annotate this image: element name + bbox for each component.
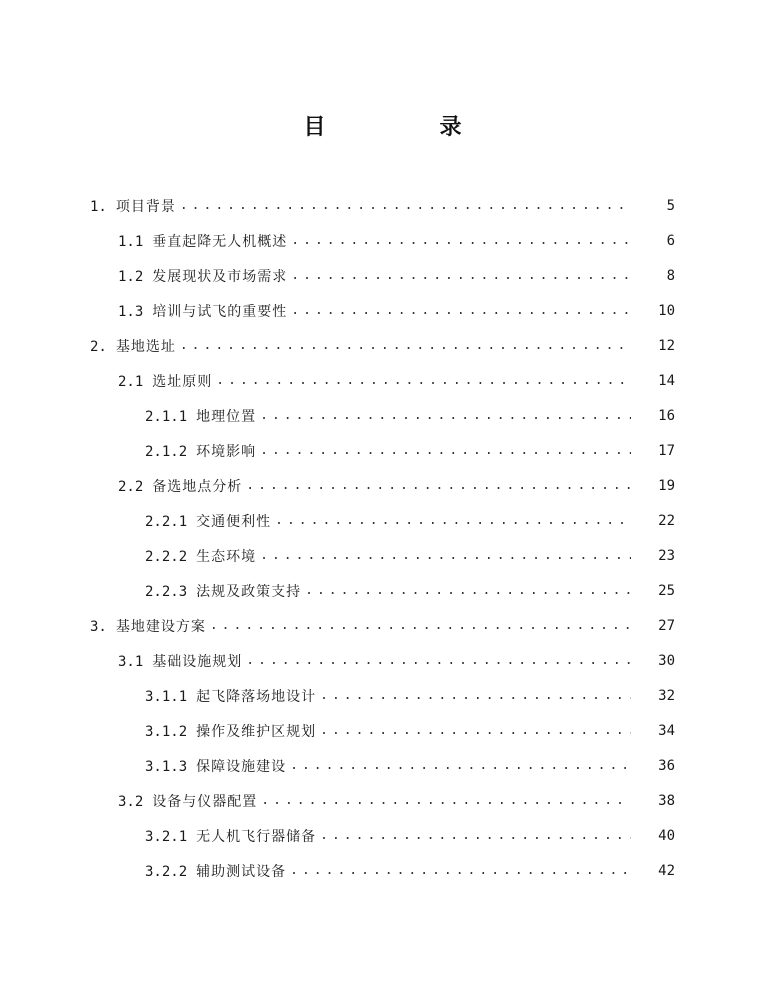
toc-entry-text: 无人机飞行器储备 — [196, 828, 317, 845]
toc-entry-text: 起飞降落场地设计 — [196, 688, 317, 705]
toc-page-number: 17 — [658, 442, 675, 459]
toc-page-number: 38 — [658, 792, 675, 809]
toc-entry[interactable] — [0, 188, 765, 223]
toc-entry[interactable] — [0, 818, 765, 853]
toc-page-number: 8 — [666, 267, 675, 284]
toc-entry-text: 生态环境 — [196, 548, 257, 565]
toc-entry[interactable] — [0, 573, 765, 608]
toc-entry-text: 备选地点分析 — [152, 478, 243, 495]
toc-entry-number: 2.1.2 — [145, 443, 188, 460]
toc-dot-leader — [210, 619, 631, 633]
toc-page-number: 40 — [658, 827, 675, 844]
toc-entry-number: 3.1 — [118, 653, 144, 670]
toc-entry-number: 3.1.1 — [145, 688, 188, 705]
toc-entry-number: 3.2.1 — [145, 828, 188, 845]
toc-entry-text: 操作及维护区规划 — [196, 723, 317, 740]
toc-entry[interactable] — [0, 468, 765, 503]
toc-entry-text: 设备与仪器配置 — [152, 793, 258, 810]
toc-dot-leader — [305, 584, 631, 598]
toc-entry[interactable] — [0, 398, 765, 433]
toc-dot-leader — [290, 759, 631, 773]
toc-entry-label — [90, 336, 180, 356]
toc-entry-label — [118, 371, 216, 391]
toc-page-number: 23 — [658, 547, 675, 564]
toc-entry-label — [145, 441, 260, 461]
toc-entry-number: 1.1 — [118, 233, 144, 250]
toc-entry[interactable] — [0, 853, 765, 888]
toc-page-number: 34 — [658, 722, 675, 739]
toc-entry-label — [90, 196, 180, 216]
toc-entry-label — [145, 406, 260, 426]
toc-entry-label — [118, 476, 246, 496]
toc-dot-leader — [275, 514, 631, 528]
toc-entry[interactable] — [0, 293, 765, 328]
toc-entry-number: 1.2 — [118, 268, 144, 285]
toc-entry-label — [145, 686, 320, 706]
toc-page-number: 5 — [666, 197, 675, 214]
toc-page-number: 27 — [658, 617, 675, 634]
toc-dot-leader — [291, 234, 631, 248]
toc-entry[interactable] — [0, 363, 765, 398]
toc-entry-number: 2. — [90, 338, 107, 355]
toc-entry-number: 1. — [90, 198, 107, 215]
toc-entry[interactable] — [0, 643, 765, 678]
toc-entry-text: 法规及政策支持 — [196, 583, 302, 600]
toc-entry[interactable] — [0, 433, 765, 468]
toc-page-number: 16 — [658, 407, 675, 424]
toc-entry-text: 发展现状及市场需求 — [152, 268, 288, 285]
toc-page-number: 10 — [658, 302, 675, 319]
toc-dot-leader — [261, 794, 631, 808]
toc-entry-text: 基地建设方案 — [115, 618, 206, 635]
toc-entry-number: 2.2.3 — [145, 583, 188, 600]
toc-entry[interactable] — [0, 713, 765, 748]
toc-entry-number: 3.1.2 — [145, 723, 188, 740]
toc-entry-label — [145, 511, 275, 531]
toc-entry-text: 环境影响 — [196, 443, 257, 460]
toc-dot-leader — [290, 864, 631, 878]
page-title: 目 录 — [303, 115, 508, 140]
toc-entry[interactable] — [0, 678, 765, 713]
toc-entry[interactable] — [0, 223, 765, 258]
toc-entry[interactable] — [0, 503, 765, 538]
toc-entry-text: 交通便利性 — [196, 513, 272, 530]
toc-dot-leader — [260, 409, 631, 423]
toc-dot-leader — [291, 304, 631, 318]
toc-dot-leader — [291, 269, 631, 283]
toc-dot-leader — [246, 654, 631, 668]
toc-entry[interactable] — [0, 538, 765, 573]
toc-entry-text: 辅助测试设备 — [196, 863, 287, 880]
toc-entry-text: 培训与试飞的重要性 — [152, 303, 288, 320]
table-of-contents — [0, 188, 765, 888]
toc-entry-label — [145, 721, 320, 741]
toc-entry-number: 3. — [90, 618, 107, 635]
toc-page-number: 12 — [658, 337, 675, 354]
toc-entry-text: 基地选址 — [115, 338, 176, 355]
toc-entry-number: 2.1 — [118, 373, 144, 390]
toc-entry-label — [145, 581, 305, 601]
toc-dot-leader — [260, 549, 631, 563]
toc-entry-text: 项目背景 — [115, 198, 176, 215]
toc-page-number: 22 — [658, 512, 675, 529]
toc-dot-leader — [180, 199, 631, 213]
toc-page-number: 42 — [658, 862, 675, 879]
toc-page-number: 6 — [666, 232, 675, 249]
toc-entry-number: 2.1.1 — [145, 408, 188, 425]
toc-dot-leader — [320, 689, 631, 703]
toc-dot-leader — [246, 479, 631, 493]
toc-entry-number: 3.2 — [118, 793, 144, 810]
toc-entry[interactable] — [0, 783, 765, 818]
toc-entry-label — [90, 616, 210, 636]
toc-entry-label — [145, 861, 290, 881]
toc-entry-label — [118, 301, 291, 321]
toc-entry[interactable] — [0, 748, 765, 783]
toc-entry-number: 3.1.3 — [145, 758, 188, 775]
toc-entry[interactable] — [0, 608, 765, 643]
toc-dot-leader — [216, 374, 631, 388]
toc-entry-label — [145, 826, 320, 846]
toc-entry-label — [145, 546, 260, 566]
toc-page-number: 19 — [658, 477, 675, 494]
toc-entry[interactable] — [0, 328, 765, 363]
toc-entry-label — [118, 651, 246, 671]
toc-entry-number: 1.3 — [118, 303, 144, 320]
toc-entry-label — [118, 791, 261, 811]
toc-entry-number: 2.2.1 — [145, 513, 188, 530]
toc-page-number: 14 — [658, 372, 675, 389]
toc-entry-text: 保障设施建设 — [196, 758, 287, 775]
toc-entry-text: 垂直起降无人机概述 — [152, 233, 288, 250]
toc-dot-leader — [260, 444, 631, 458]
toc-dot-leader — [320, 724, 631, 738]
toc-page-number: 25 — [658, 582, 675, 599]
toc-page-number: 36 — [658, 757, 675, 774]
toc-page-number: 32 — [658, 687, 675, 704]
toc-entry-label — [118, 266, 291, 286]
toc-page-number: 30 — [658, 652, 675, 669]
toc-dot-leader — [320, 829, 631, 843]
toc-entry[interactable] — [0, 258, 765, 293]
toc-entry-text: 地理位置 — [196, 408, 257, 425]
toc-entry-label — [118, 231, 291, 251]
toc-entry-number: 3.2.2 — [145, 863, 188, 880]
toc-entry-label — [145, 756, 290, 776]
toc-dot-leader — [180, 339, 631, 353]
toc-entry-text: 基础设施规划 — [152, 653, 243, 670]
toc-entry-text: 选址原则 — [152, 373, 213, 390]
toc-entry-number: 2.2.2 — [145, 548, 188, 565]
toc-entry-number: 2.2 — [118, 478, 144, 495]
